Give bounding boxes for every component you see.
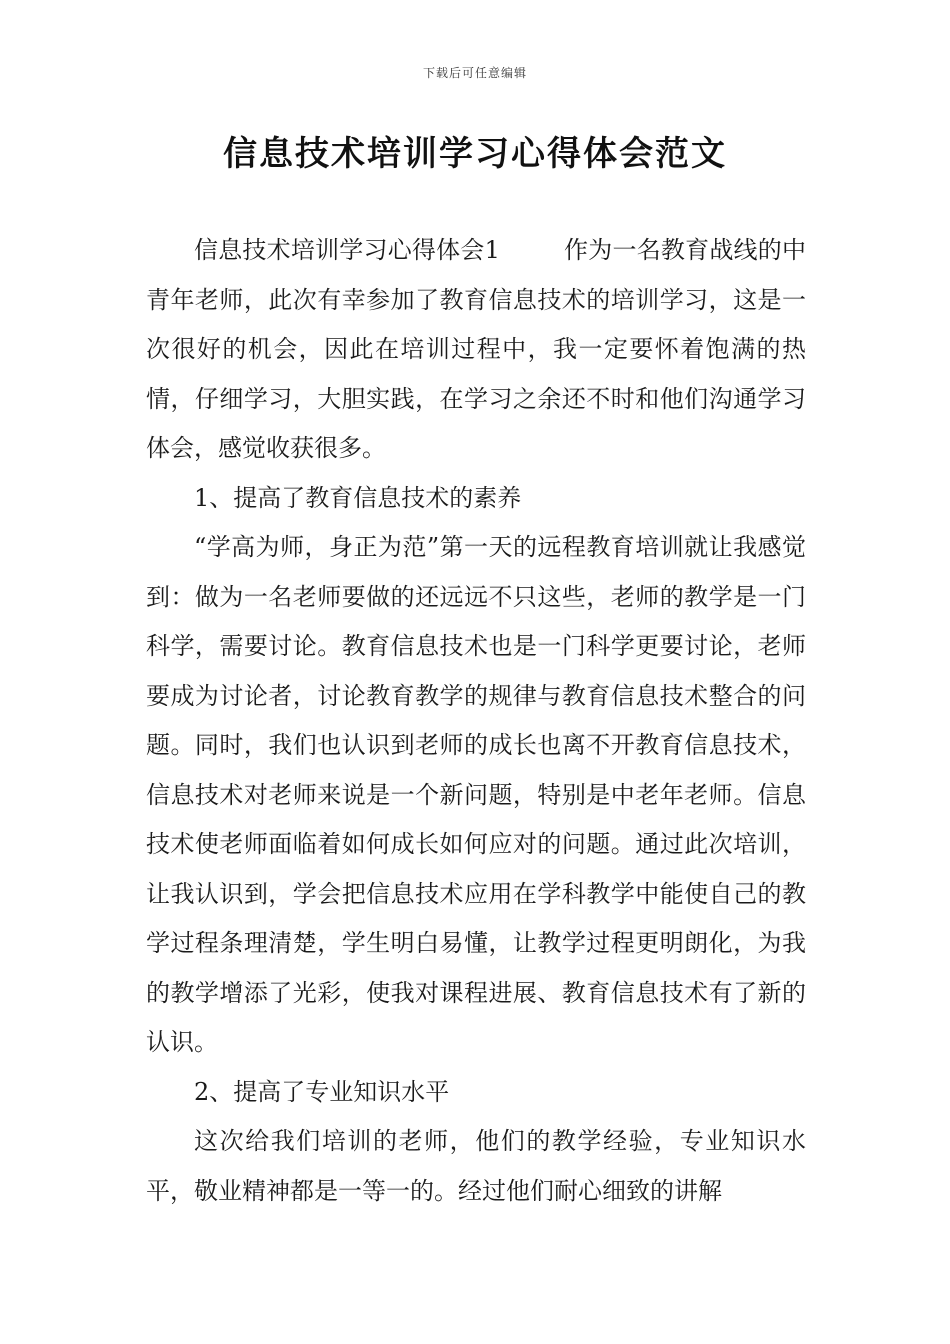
document-body xyxy=(146,226,806,1216)
section2-heading: 2、提高了专业知识水平 xyxy=(194,1077,450,1106)
intro-label: 信息技术培训学习心得体会1 xyxy=(194,236,500,264)
header-note: 下载后可任意编辑 xyxy=(422,66,527,80)
intro-paragraph xyxy=(146,226,806,474)
section1-heading: 1、提高了教育信息技术的素养 xyxy=(194,483,522,512)
section1-paragraph: “学高为师，身正为范”第一天的远程教育培训就让我感觉到：做为一名老师要做的还远远不只这些，老师的教学是一门科学，需要讨论。教育信息技术也是一门科学更要讨论，老师要成为讨论者，讨论教育教学的规律与教育信息技术整合的问题。同时，我们也认识到老师的成长也离不开教育信息技术，信息技术对老师来说是一个新问题，特别是中老年老师。信息技术使老师面临着如何成长如何应对的问题。通过此次培训，让我认识到，学会把信息技术应用在学科教学中能使自己的教学过程条理清楚，学生明白易懂，让教学过程更明朗化，为我的教学增添了光彩，使我对课程进展、教育信息技术有了新的认识。 xyxy=(146,533,806,1056)
section2-paragraph: 这次给我们培训的老师，他们的教学经验，专业知识水平，敬业精神都是一等一的。经过他们耐心细致的讲解 xyxy=(146,1127,806,1205)
intro-text: 作为一名教育战线的中青年老师，此次有幸参加了教育信息技术的培训学习，这是一次很好的机会，因此在培训过程中，我一定要怀着饱满的热情，仔细学习，大胆实践，在学习之余还不时和他们沟通学习体会，感觉收获很多。 xyxy=(146,236,806,462)
document-title: 信息技术培训学习心得体会范文 xyxy=(223,134,727,174)
